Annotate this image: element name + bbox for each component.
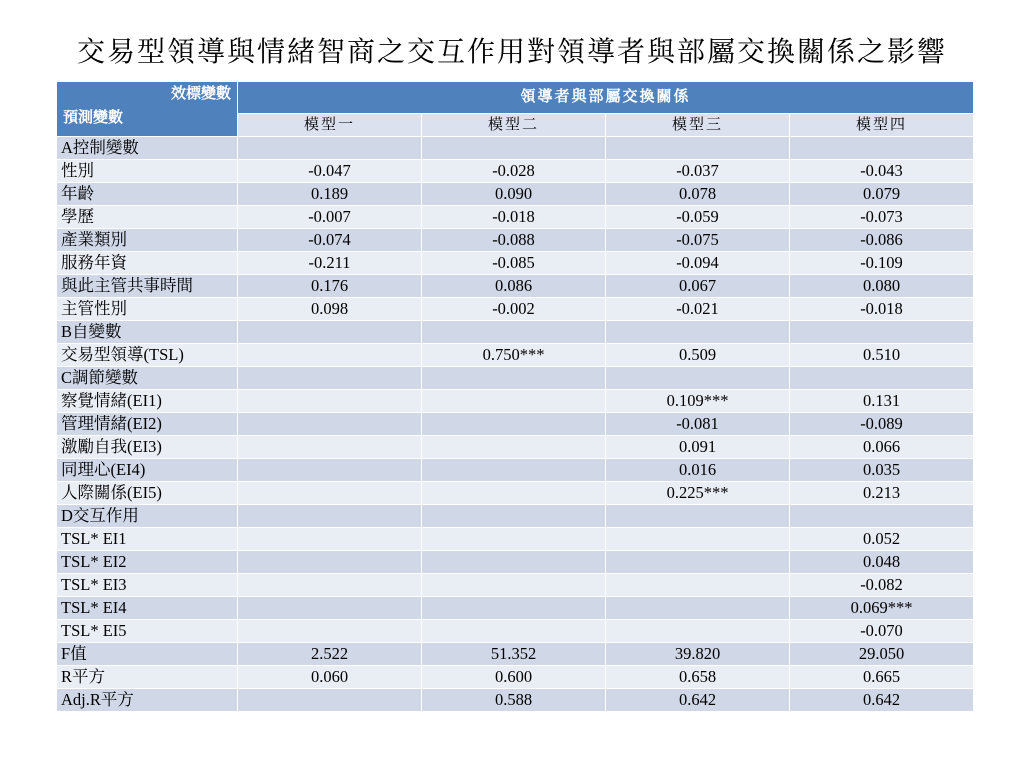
coefficient-cell: 0.066 [790,436,974,459]
coefficient-cell [606,551,790,574]
coefficient-cell [422,459,606,482]
coefficient-cell [238,367,422,390]
coefficient-cell: -0.088 [422,229,606,252]
coefficient-cell: 0.510 [790,344,974,367]
row-label: 同理心(EI4) [57,459,238,482]
coefficient-cell [238,528,422,551]
page-title: 交易型領導與情緒智商之交互作用對領導者與部屬交換關係之影響 [76,37,947,68]
coefficient-cell: 0.079 [790,183,974,206]
coefficient-cell: -0.082 [790,574,974,597]
coefficient-cell: 0.098 [238,298,422,321]
table-row [57,344,974,367]
row-label: TSL* EI2 [57,551,238,574]
table-row [57,160,974,183]
row-label: F值 [57,643,238,666]
table-row [57,643,974,666]
coefficient-cell: -0.074 [238,229,422,252]
table-row [57,183,974,206]
coefficient-cell [238,413,422,436]
coefficient-cell: 0.750*** [422,344,606,367]
coefficient-cell: 0.080 [790,275,974,298]
coefficient-cell [790,321,974,344]
coefficient-cell: -0.211 [238,252,422,275]
coefficient-cell: 0.600 [422,666,606,689]
coefficient-cell [606,528,790,551]
table-row [57,390,974,413]
coefficient-cell: -0.073 [790,206,974,229]
coefficient-cell [238,436,422,459]
coefficient-cell [238,597,422,620]
table-row [57,321,974,344]
coefficient-cell: 0.176 [238,275,422,298]
coefficient-cell [422,321,606,344]
model-header: 模型一 [238,113,422,136]
coefficient-cell [606,321,790,344]
coefficient-cell: 0.109*** [606,390,790,413]
coefficient-cell: 0.091 [606,436,790,459]
coefficient-cell: 0.048 [790,551,974,574]
coefficient-cell: 39.820 [606,643,790,666]
table-row [57,551,974,574]
coefficient-cell: 0.658 [606,666,790,689]
row-label: 產業類別 [57,229,238,252]
row-label: 管理情緒(EI2) [57,413,238,436]
coefficient-cell: 0.035 [790,459,974,482]
coefficient-cell [238,390,422,413]
coefficient-cell: 0.189 [238,183,422,206]
coefficient-cell [238,689,422,712]
coefficient-cell [238,137,422,160]
table-row [57,689,974,712]
row-label: TSL* EI3 [57,574,238,597]
row-label: 激勵自我(EI3) [57,436,238,459]
coefficient-cell [422,390,606,413]
model-header: 模型三 [606,113,790,136]
coefficient-cell: 0.588 [422,689,606,712]
table-row [57,666,974,689]
table-row [57,252,974,275]
table-row [57,367,974,390]
row-label: B自變數 [57,321,238,344]
coefficient-cell: -0.089 [790,413,974,436]
table-row [57,459,974,482]
table-row [57,413,974,436]
row-label: 性別 [57,160,238,183]
coefficient-cell [238,344,422,367]
corner-header-cell [57,82,238,137]
regression-table [56,81,974,712]
coefficient-cell [422,367,606,390]
table-row [57,206,974,229]
row-label: 服務年資 [57,252,238,275]
coefficient-cell [606,597,790,620]
coefficient-cell: 51.352 [422,643,606,666]
row-label: R平方 [57,666,238,689]
coefficient-cell [790,367,974,390]
coefficient-cell [238,620,422,643]
coefficient-cell: 0.078 [606,183,790,206]
group-header: 領導者與部屬交換關係 [238,82,974,114]
row-label: 察覺情緒(EI1) [57,390,238,413]
coefficient-cell: 0.665 [790,666,974,689]
coefficient-cell [238,505,422,528]
coefficient-cell: -0.047 [238,160,422,183]
coefficient-cell [606,505,790,528]
coefficient-cell [422,551,606,574]
coefficient-cell: -0.081 [606,413,790,436]
row-label: 人際關係(EI5) [57,482,238,505]
table-row [57,528,974,551]
table-row [57,620,974,643]
coefficient-cell: -0.075 [606,229,790,252]
coefficient-cell: -0.018 [790,298,974,321]
coefficient-cell: 0.090 [422,183,606,206]
table-row [57,574,974,597]
table-row [57,137,974,160]
criterion-variable-label: 效標變數 [170,86,231,102]
coefficient-cell [422,574,606,597]
coefficient-cell [238,321,422,344]
coefficient-cell [422,597,606,620]
table-row [57,275,974,298]
coefficient-cell [606,620,790,643]
coefficient-cell: -0.018 [422,206,606,229]
coefficient-cell: -0.037 [606,160,790,183]
coefficient-cell: 0.086 [422,275,606,298]
coefficient-cell: -0.109 [790,252,974,275]
row-label: C調節變數 [57,367,238,390]
coefficient-cell: -0.007 [238,206,422,229]
coefficient-cell: -0.021 [606,298,790,321]
table-row [57,597,974,620]
coefficient-cell: 0.060 [238,666,422,689]
table-row [57,505,974,528]
coefficient-cell: 0.509 [606,344,790,367]
regression-table-body [57,82,974,712]
coefficient-cell [606,137,790,160]
header-row-group [57,82,974,114]
coefficient-cell [606,367,790,390]
coefficient-cell [238,551,422,574]
table-row [57,482,974,505]
row-label: TSL* EI5 [57,620,238,643]
coefficient-cell [422,528,606,551]
coefficient-cell: 0.052 [790,528,974,551]
coefficient-cell: -0.043 [790,160,974,183]
coefficient-cell [422,482,606,505]
coefficient-cell: 2.522 [238,643,422,666]
coefficient-cell [422,436,606,459]
coefficient-cell [238,574,422,597]
row-label: 與此主管共事時間 [57,275,238,298]
row-label: A控制變數 [57,137,238,160]
row-label: 年齡 [57,183,238,206]
coefficient-cell: -0.002 [422,298,606,321]
predictor-variable-label: 預測變數 [63,110,124,126]
coefficient-cell [790,137,974,160]
coefficient-cell: 0.642 [790,689,974,712]
coefficient-cell [790,505,974,528]
coefficient-cell [238,459,422,482]
coefficient-cell [422,137,606,160]
coefficient-cell: 0.213 [790,482,974,505]
model-header: 模型二 [422,113,606,136]
row-label: 學歷 [57,206,238,229]
coefficient-cell: 0.067 [606,275,790,298]
coefficient-cell [238,482,422,505]
row-label: TSL* EI1 [57,528,238,551]
coefficient-cell: 0.642 [606,689,790,712]
coefficient-cell: 29.050 [790,643,974,666]
coefficient-cell: -0.085 [422,252,606,275]
coefficient-cell: -0.070 [790,620,974,643]
row-label: 交易型領導(TSL) [57,344,238,367]
coefficient-cell [606,574,790,597]
coefficient-cell [422,413,606,436]
coefficient-cell: 0.131 [790,390,974,413]
coefficient-cell: 0.069*** [790,597,974,620]
coefficient-cell: -0.059 [606,206,790,229]
coefficient-cell [422,620,606,643]
row-label: TSL* EI4 [57,597,238,620]
coefficient-cell: -0.086 [790,229,974,252]
coefficient-cell: 0.016 [606,459,790,482]
table-row [57,229,974,252]
coefficient-cell [422,505,606,528]
table-row [57,298,974,321]
coefficient-cell: -0.094 [606,252,790,275]
row-label: D交互作用 [57,505,238,528]
coefficient-cell: -0.028 [422,160,606,183]
coefficient-cell: 0.225*** [606,482,790,505]
row-label: 主管性別 [57,298,238,321]
model-header: 模型四 [790,113,974,136]
row-label: Adj.R平方 [57,689,238,712]
table-row [57,436,974,459]
